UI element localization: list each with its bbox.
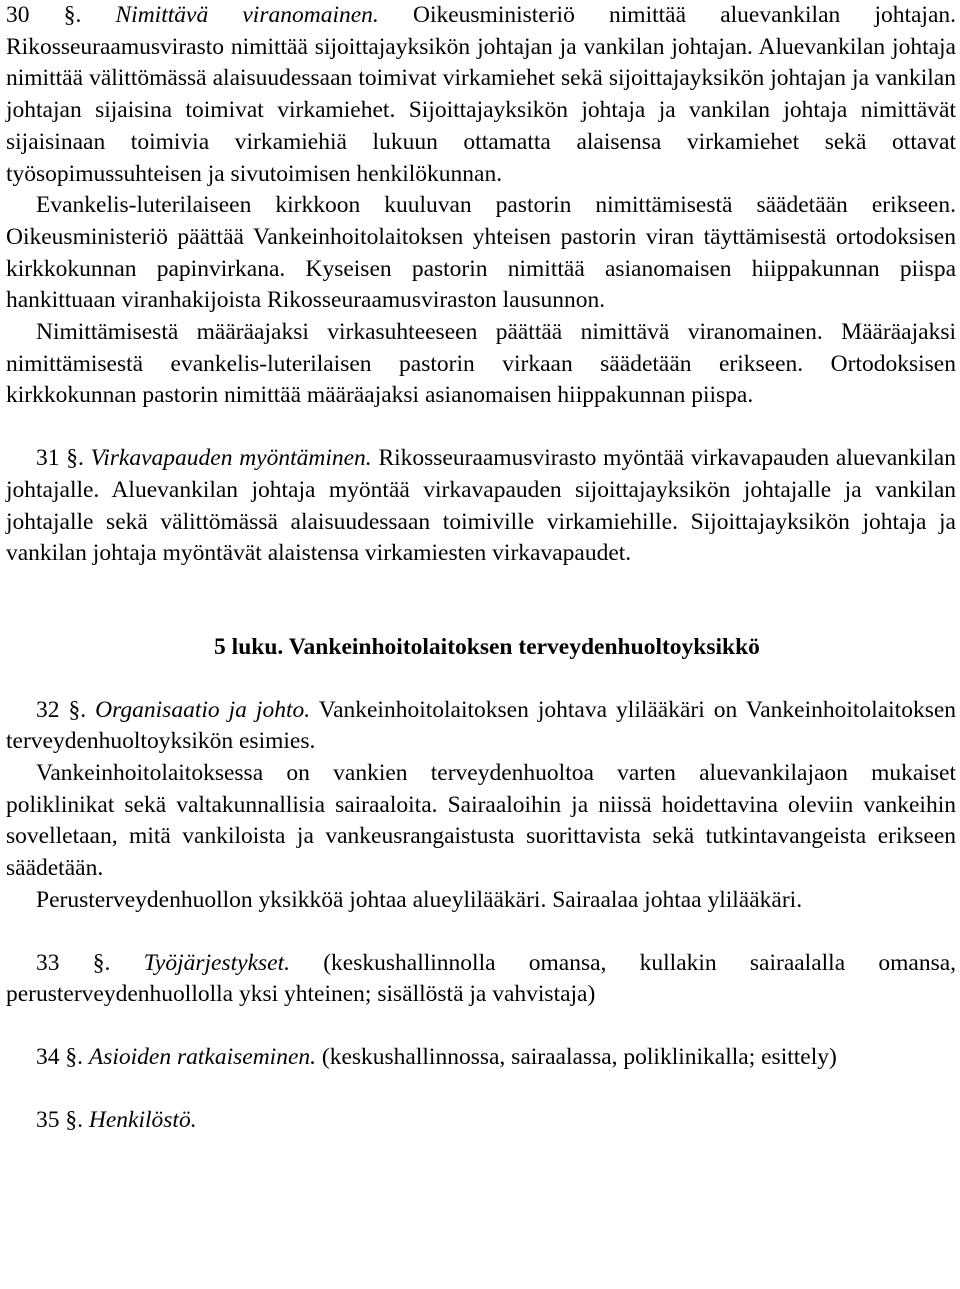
section-32-paragraph-3: Perusterveydenhuollon yksikköä johtaa alueylilääkäri. Sairaalaa johtaa ylilääkäri. <box>36 886 803 913</box>
section-32-text: Vankeinhoitolaitoksen johtava ylilääkäri on Vankeinhoitolaitoksen terveydenhuoltoyksikön esimies. <box>6 696 957 755</box>
section-30-paragraph-2: Evankelis-luterilaiseen kirkkoon kuuluvan pastorin nimittämisestä säädetään erikseen. Oikeusministeriö päättää Vankeinhoitolaitoksen yhteisen pastorin viran täyttämisestä ortodoksisen kirkkokunnan papinvirkana. Kyseisen pastorin nimittää asianomaisen hiippakunnan piispa hankittuaan viranhakijoista Rikosseuraamusviraston lausunnon. <box>6 192 956 314</box>
section-30-text: Oikeusministeriö nimittää aluevankilan johtajan. Rikosseuraamusvirasto nimittää sijoittajayksikön johtajan ja vankilan johtajan. Aluevankilan johtaja nimittää välittömässä alaisuudessaan toimivat virkamiehet sekä sijoittajayksikön johtajan ja vankilan johtajan sijaisina toimivat virkamiehet. Sijoittajayksikön johtaja ja vankilan johtaja nimittävät sijaisinaan toimivia virkamiehiä lukuun ottamatta alaisensa virkamiehet sekä ottavat työsopimussuhteisen ja sivutoimisen henkilökunnan. <box>6 2 957 187</box>
section-34-paragraph-1 <box>6 1042 956 1074</box>
section-30-sign: §. <box>63 2 82 28</box>
section-31-number: 31 <box>36 445 60 472</box>
section-33-title: Työjärjestykset. <box>143 949 290 976</box>
section-33-sign: §. <box>92 949 111 976</box>
section-30-paragraph-1 <box>6 0 956 190</box>
section-31-sign: §. <box>66 445 84 472</box>
section-35-number: 35 <box>36 1106 60 1133</box>
spacer <box>6 917 956 948</box>
section-33-paragraph-1 <box>6 948 956 1011</box>
section-34-number: 34 <box>36 1043 60 1070</box>
document-page <box>6 0 956 1136</box>
spacer <box>6 664 956 695</box>
spacer <box>6 412 956 443</box>
spacer <box>6 570 956 632</box>
section-35-paragraph-1 <box>6 1105 956 1137</box>
spacer <box>6 1074 956 1105</box>
section-34-sign: §. <box>65 1043 83 1070</box>
section-34-title: Asioiden ratkaiseminen. <box>88 1043 317 1070</box>
section-31-title: Virkavapauden myöntäminen. <box>90 445 372 472</box>
section-32-paragraph-1 <box>6 695 956 758</box>
section-35-sign: §. <box>65 1106 83 1133</box>
section-33-text: (keskushallinnolla omansa, kullakin sairaalalla omansa, perusterveydenhuollolla yksi yhteinen; sisällöstä ja vahvistaja) <box>6 949 957 1008</box>
section-31-text: Rikosseuraamusvirasto myöntää virkavapauden aluevankilan johtajalle. Aluevankilan johtaja myöntää virkavapauden sijoittajayksikön johtajalle ja vankilan johtajalle sekä välittömässä alaisuudessaan toimiville virkamiehille. Sijoittajayksikön johtaja ja vankilan johtaja myöntävät alaistensa virkamiesten virkavapaudet. <box>6 445 956 567</box>
section-32-title: Organisaatio ja johto. <box>95 696 311 723</box>
spacer <box>6 1011 956 1042</box>
section-33-number: 33 <box>36 949 60 976</box>
section-31-paragraph-1 <box>6 443 956 570</box>
section-30-title: Nimittävä viranomainen. <box>115 2 379 28</box>
section-32-paragraph-2: Vankeinhoitolaitoksessa on vankien terveydenhuoltoa varten aluevankilajaon mukaiset poliklinikat sekä valtakunnallisia sairaaloita. Sairaaloihin ja niissä hoidettavina oleviin vankeihin sovelletaan, mitä vankiloista ja vankeusrangaistusta suorittavista sekä tutkintavangeista erikseen säädetään. <box>6 760 956 882</box>
section-32-sign: §. <box>68 696 87 723</box>
section-34-text: (keskushallinnossa, sairaalassa, poliklinikalla; esittely) <box>321 1043 837 1070</box>
section-30-paragraph-3: Nimittämisestä määräajaksi virkasuhteeseen päättää nimittävä viranomainen. Määräajaksi nimittämisestä evankelis-luterilaisen pastorin virkaan säädetään erikseen. Ortodoksisen kirkkokunnan pastorin nimittää määräajaksi asianomaisen hiippakunnan piispa. <box>6 319 956 409</box>
section-35-title: Henkilöstö. <box>88 1106 197 1133</box>
section-32-number: 32 <box>36 696 60 723</box>
chapter-heading: 5 luku. Vankeinhoitolaitoksen terveydenhuoltoyksikkö <box>214 633 760 660</box>
section-30-number: 30 <box>6 2 30 28</box>
